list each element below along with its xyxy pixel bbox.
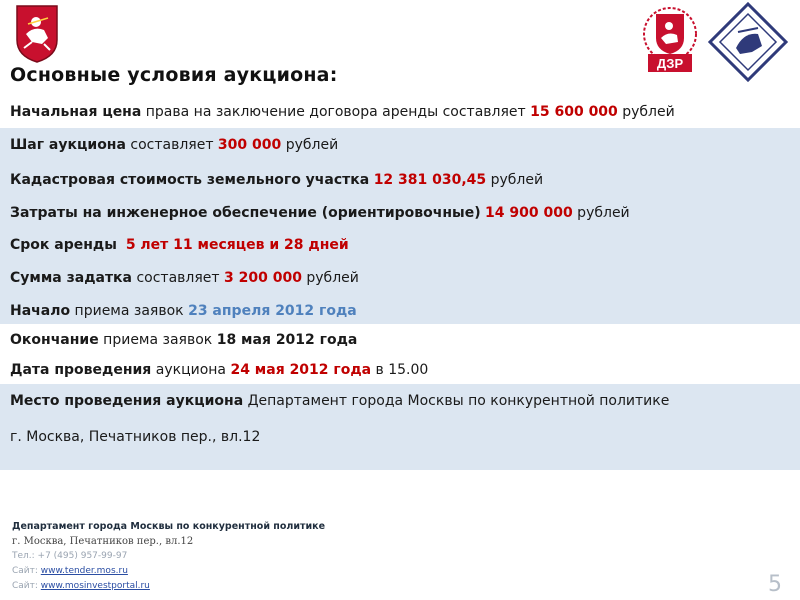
condition-row-lease-term: Срок аренды 5 лет 11 месяцев и 28 дней — [0, 228, 800, 260]
invest-portal-link[interactable]: www.mosinvestportal.ru — [40, 581, 150, 591]
footer-phone: Тел.: +7 (495) 957-99-97 — [12, 551, 128, 561]
condition-row-cadastral-value: Кадастровая стоимость земельного участка 12 381 030,45 рублей — [0, 160, 800, 196]
dzr-logo-text: ДЗР — [656, 56, 684, 71]
condition-row-auction-place: Место проведения аукциона Департамент города Москвы по конкурентной политике г. Москва, Печатников пер., вл.12 — [0, 384, 800, 470]
footer-department: Департамент города Москвы по конкурентной политике — [12, 521, 326, 532]
footer-address: г. Москва, Печатников пер., вл.12 — [12, 536, 194, 547]
dzr-logo — [640, 4, 700, 74]
tender-site-link[interactable]: www.tender.mos.ru — [40, 566, 128, 576]
footer-site-2: Сайт: www.mosinvestportal.ru — [12, 581, 150, 591]
condition-row-auction-step: Шаг аукциона составляет 300 000 рублей — [0, 128, 800, 160]
condition-row-deposit: Сумма задатка составляет 3 200 000 рублей — [0, 260, 800, 294]
page-number: 5 — [768, 572, 782, 597]
condition-row-start-price: Начальная цена права на заключение договора аренды составляет 15 600 000 рублей — [0, 96, 800, 128]
footer-contacts — [12, 519, 325, 594]
condition-row-applications-start: Начало приема заявок 23 апреля 2012 года — [0, 294, 800, 324]
moscow-coat-of-arms-logo — [14, 4, 60, 64]
auction-place-address: г. Москва, Печатников пер., вл.12 — [10, 429, 261, 445]
department-emblem-logo — [708, 2, 788, 82]
condition-row-applications-end: Окончание приема заявок 18 мая 2012 года — [0, 324, 800, 354]
condition-row-engineering-costs: Затраты на инженерное обеспечение (ориентировочные) 14 900 000 рублей — [0, 196, 800, 228]
page-title: Основные условия аукциона: — [10, 64, 338, 86]
footer-site-1: Сайт: www.tender.mos.ru — [12, 566, 128, 576]
condition-row-auction-date: Дата проведения аукциона 24 мая 2012 года в 15.00 — [0, 354, 800, 384]
